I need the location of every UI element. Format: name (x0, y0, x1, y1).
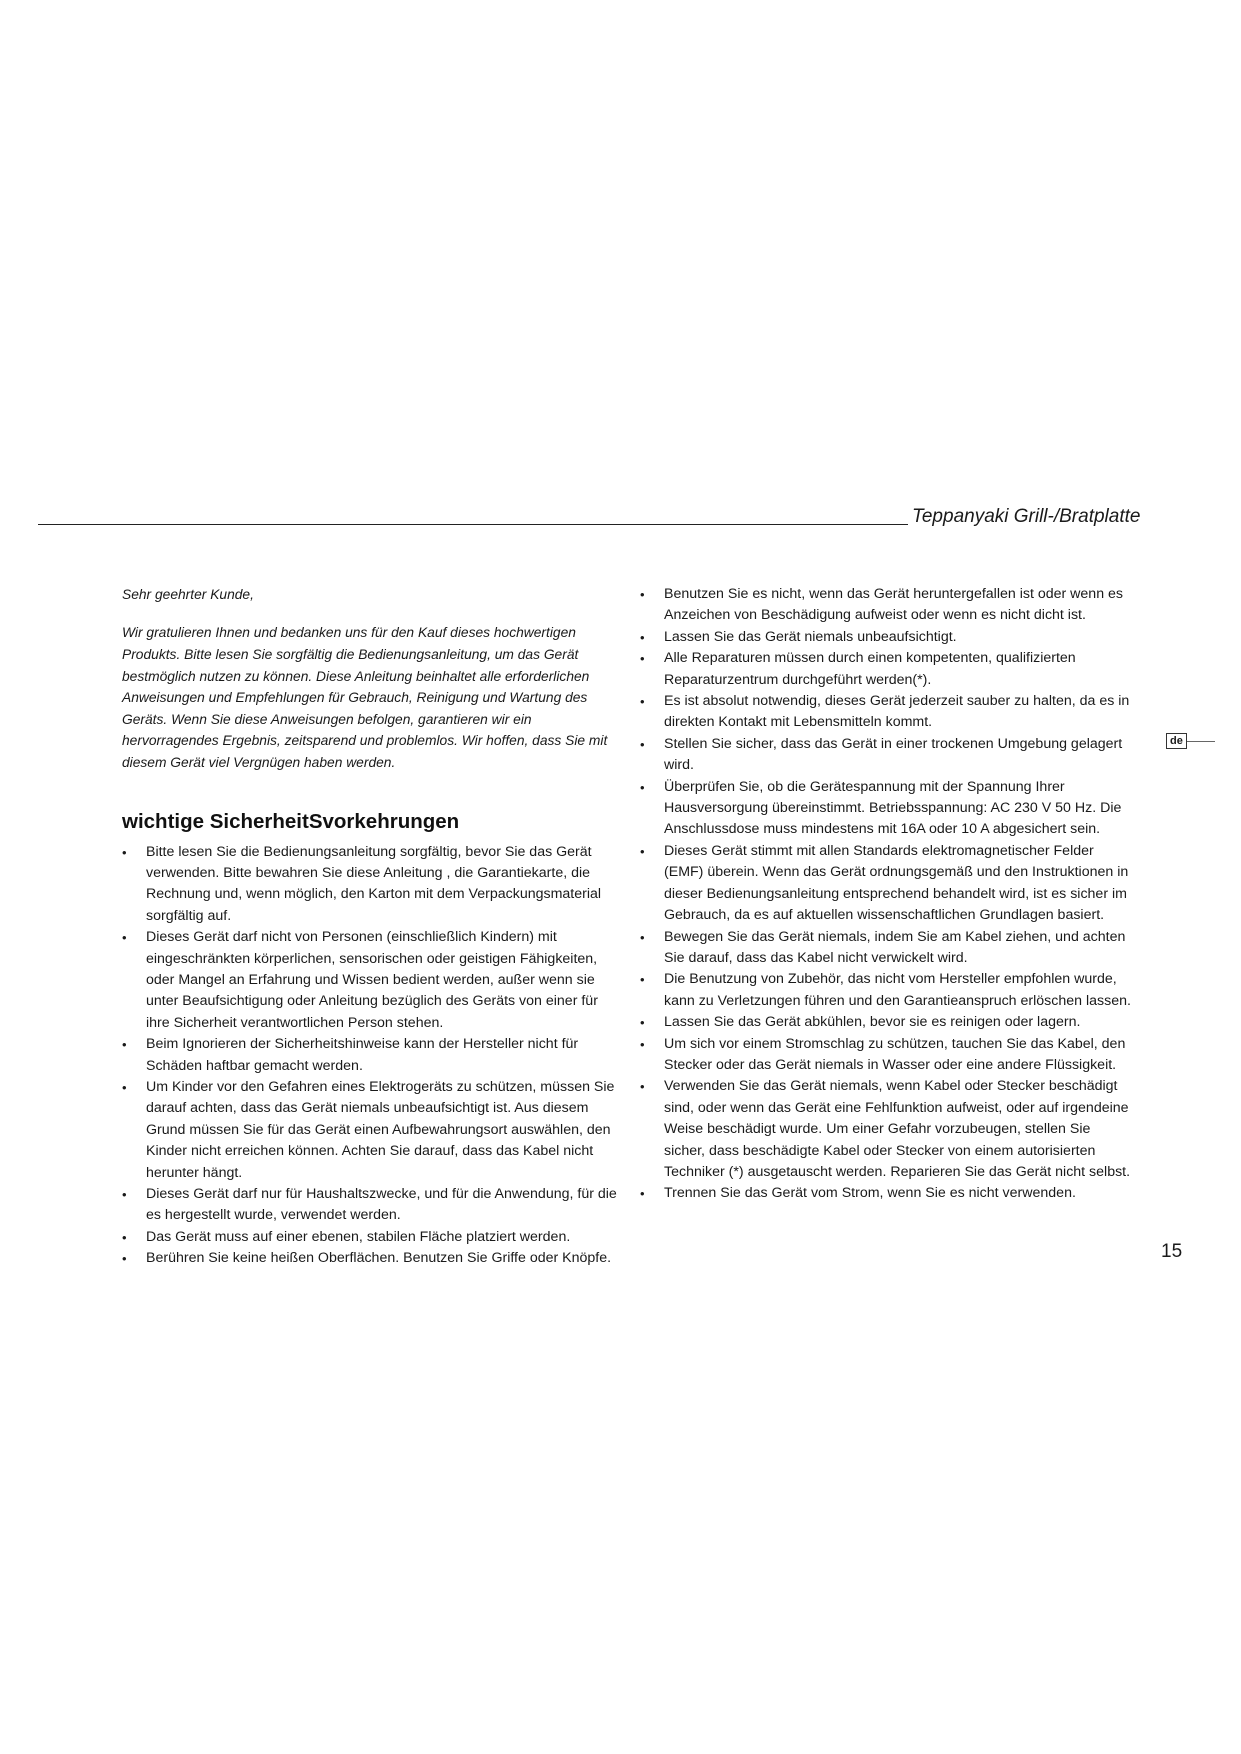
safety-heading: wichtige SicherheitSvorkehrungen (122, 809, 460, 833)
header-rule (38, 524, 908, 525)
list-item: • Es ist absolut notwendig, dieses Gerät jederzeit sauber zu halten, da es in direkten Kontakt mit Lebensmitteln kommt. (640, 691, 1132, 734)
safety-list-right (640, 584, 1132, 1205)
list-item: • Lassen Sie das Gerät niemals unbeaufsichtigt. (640, 627, 1132, 648)
list-item: • Dieses Gerät darf nur für Haushaltszwecke, und für die Anwendung, für die es hergestellt wurde, verwendet werden. (122, 1184, 622, 1227)
list-item: • Um sich vor einem Stromschlag zu schützen, tauchen Sie das Kabel, den Stecker oder das Gerät niemals in Wasser oder eine andere Flüssigkeit. (640, 1034, 1132, 1077)
language-tab-line (1187, 741, 1215, 742)
safety-list-left (122, 842, 622, 1270)
list-item: • Trennen Sie das Gerät vom Strom, wenn Sie es nicht verwenden. (640, 1183, 1132, 1204)
list-item: • Lassen Sie das Gerät abkühlen, bevor sie es reinigen oder lagern. (640, 1012, 1132, 1033)
list-item: • Überprüfen Sie, ob die Gerätespannung mit der Spannung Ihrer Hausversorgung übereinstimmt. Betriebsspannung: AC 230 V 50 Hz. Die Anschlussdose muss mindestens mit 16A oder 10 A abgesichert sein. (640, 777, 1132, 841)
salutation: Sehr geehrter Kunde, (122, 587, 254, 602)
list-item: • Beim Ignorieren der Sicherheitshinweise kann der Hersteller nicht für Schäden haftbar gemacht werden. (122, 1034, 622, 1077)
page-number: 15 (1161, 1241, 1183, 1262)
list-item: • Dieses Gerät stimmt mit allen Standards elektromagnetischer Felder (EMF) überein. Wenn das Gerät ordnungsgemäß und den Instruktionen in dieser Bedienungsanleitung entsprechend behandelt wird, ist es sicher im Gebrauch, da es auf aktuellen wissenschaftlichen Grundlagen basiert. (640, 841, 1132, 927)
list-item: • Stellen Sie sicher, dass das Gerät in einer trockenen Umgebung gelagert wird. (640, 734, 1132, 777)
list-item: • Die Benutzung von Zubehör, das nicht vom Hersteller empfohlen wurde, kann zu Verletzungen führen und den Garantieanspruch erlöschen lassen. (640, 969, 1132, 1012)
list-item: • Verwenden Sie das Gerät niemals, wenn Kabel oder Stecker beschädigt sind, oder wenn das Gerät eine Fehlfunktion aufweist, oder auf irgendeine Weise beschädigt wurde. Um einer Gefahr vorzubeugen, stellen Sie sicher, dass beschädigte Kabel oder Stecker von einem autorisierten Techniker (*) ausgetauscht werden. Reparieren Sie das Gerät nicht selbst. (640, 1076, 1132, 1183)
language-tab (1166, 732, 1215, 750)
list-item: • Berühren Sie keine heißen Oberflächen. Benutzen Sie Griffe oder Knöpfe. (122, 1248, 622, 1269)
intro-paragraph: Wir gratulieren Ihnen und bedanken uns für den Kauf dieses hochwertigen Produkts. Bitte lesen Sie sorgfältig die Bedienungsanleitung, um das Gerät bestmöglich nutzen zu können. Diese Anleitung beinhaltet alle erforderlichen Anweisungen und Empfehlungen für Gebrauch, Reinigung und Wartung des Geräts. Wenn Sie diese Anweisungen befolgen, garantieren wir ein hervorragendes Ergebnis, zeitsparend und problemlos. Wir hoffen, dass Sie mit diesem Gerät viel Vergnügen haben werden. (122, 625, 608, 770)
list-item: • Dieses Gerät darf nicht von Personen (einschließlich Kindern) mit eingeschränkten körperlichen, sensorischen oder geistigen Fähigkeiten, oder Mangel an Erfahrung und Wissen bedient werden, außer wenn sie unter Beaufsichtigung oder Anleitung bezüglich des Geräts von einer für ihre Sicherheit verantwortlichen Person stehen. (122, 927, 622, 1034)
document-title: Teppanyaki Grill-/Bratplatte (912, 506, 1141, 527)
list-item: • Alle Reparaturen müssen durch einen kompetenten, qualifizierten Reparaturzentrum durchgeführt werden(*). (640, 648, 1132, 691)
list-item: • Das Gerät muss auf einer ebenen, stabilen Fläche platziert werden. (122, 1227, 622, 1248)
left-column (122, 584, 622, 1270)
list-item: • Bewegen Sie das Gerät niemals, indem Sie am Kabel ziehen, und achten Sie darauf, dass das Kabel nicht verwickelt wird. (640, 927, 1132, 970)
list-item: • Bitte lesen Sie die Bedienungsanleitung sorgfältig, bevor Sie das Gerät verwenden. Bitte bewahren Sie diese Anleitung , die Garantiekarte, die Rechnung und, wenn möglich, den Karton mit dem Verpackungsmaterial sorgfältig auf. (122, 842, 622, 928)
list-item: • Um Kinder vor den Gefahren eines Elektrogeräts zu schützen, müssen Sie darauf achten, dass das Gerät niemals unbeaufsichtigt ist. Aus diesem Grund müssen Sie für das Gerät einen Aufbewahrungsort auswählen, den Kinder nicht erreichen können. Achten Sie darauf, dass das Kabel nicht herunter hängt. (122, 1077, 622, 1184)
right-column (640, 584, 1132, 1205)
list-item: • Benutzen Sie es nicht, wenn das Gerät heruntergefallen ist oder wenn es Anzeichen von Beschädigung aufweist oder wenn es nicht dicht ist. (640, 584, 1132, 627)
language-label: de (1166, 733, 1187, 749)
